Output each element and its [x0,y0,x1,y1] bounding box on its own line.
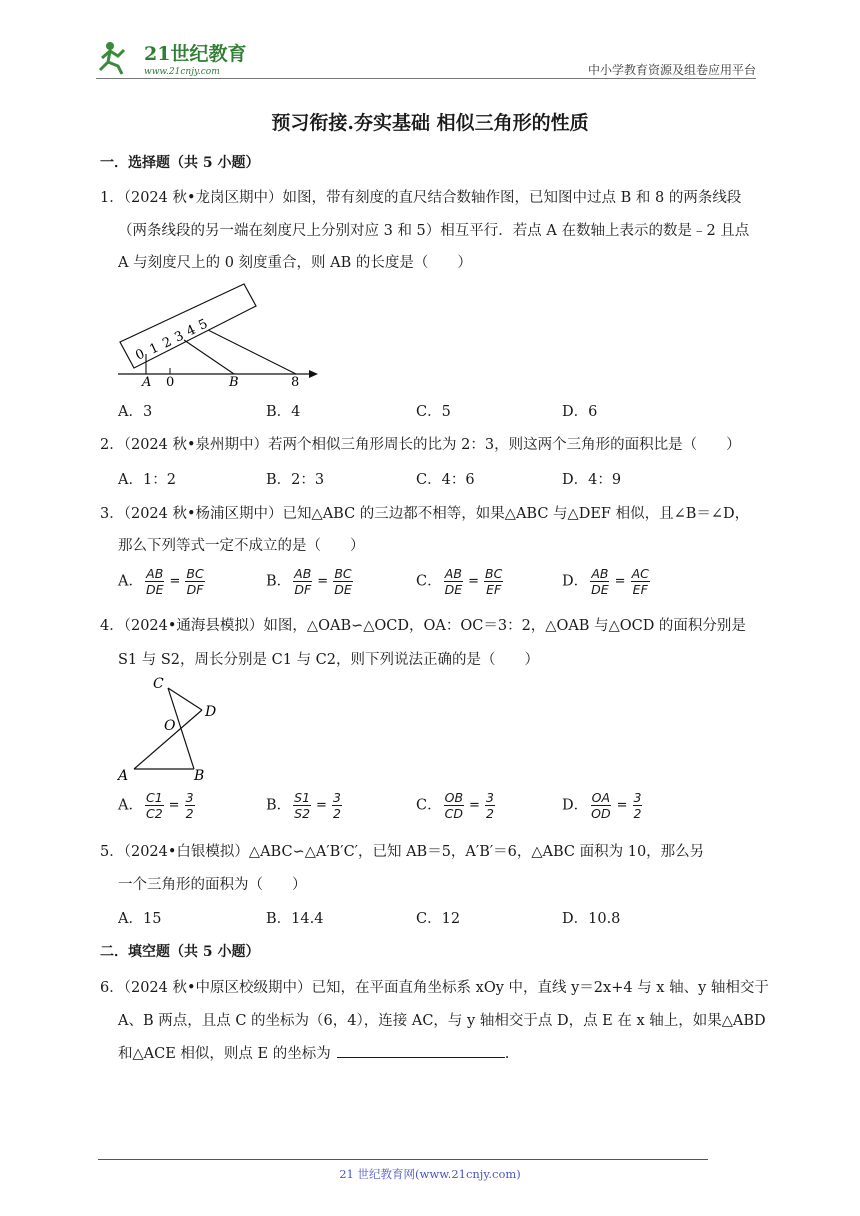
footer-divider [98,1159,708,1160]
q1-line-2: （两条线段的另一端在刻度尺上分别对应 3 和 5）相互平行．若点 A 在数轴上表示的数是﹣2 且点 [118,223,750,239]
segment-cd [168,688,202,710]
q6-line-2: A、B 两点，且点 C 的坐标为（6，4），连接 AC，与 y 轴相交于点 D，点 E 在 x 轴上，如果△ABD [118,1013,766,1029]
segment-8 [208,330,296,374]
q3-line-1: 3．（2024 秋•杨浦区期中）已知△ABC 的三边都不相等，如果△ABC 与△DEF 相似，且∠B＝∠D， [100,506,750,522]
site-logo [96,36,266,78]
label-o: O [164,718,176,734]
q5-line-1: 5．（2024•白银模拟）△ABC∽△A′B′C′，已知 AB＝5，A′B′＝6，△ABC 面积为 10，那么另 [100,844,705,860]
number-line-arrow [309,370,318,378]
q4-triangles-figure [114,672,224,784]
q1-option-d: D．6 [562,404,598,420]
logo-url: www.21cnjy.com [144,67,220,77]
platform-name: 中小学教育资源及组卷应用平台 [587,63,756,77]
ruler-tick-1: 1 [147,340,162,358]
q3-option-d: D． $\frac{AB}{DE}$ = $\frac{AC}{EF}$ [562,566,649,597]
q1-option-c: C．5 [416,404,451,420]
page-title: 预习衔接.夯实基础 相似三角形的性质 [271,112,589,134]
q5-line-2: 一个三角形的面积为（ ） [118,877,307,893]
label-a: A [118,768,129,784]
q6-line-1: 6．（2024 秋•中原区校级期中）已知，在平面直角坐标系 xOy 中，直线 y＝2x+4 与 x 轴、y 轴相交于 [100,980,769,996]
q1-ruler-figure [110,278,330,390]
q2-option-a: A．1：2 [118,472,176,488]
q1-line-1: 1．（2024 秋•龙岗区期中）如图，带有刻度的直尺结合数轴作图，已知图中过点 B 和 8 的两条线段 [100,190,742,206]
section-fill-heading: 二．填空题（共 5 小题） [100,944,260,960]
label-b: B [194,768,205,784]
label-a: A [142,375,152,390]
header-divider [96,78,756,79]
label-c: C [153,676,164,692]
footer-link[interactable]: 21 世纪教育网(www.21cnjy.com) [339,1167,521,1181]
q2-option-d: D．4：9 [562,472,622,488]
segment-b [184,340,234,374]
q2-line-1: 2．（2024 秋•泉州期中）若两个相似三角形周长的比为 2：3，则这两个三角形的面积比是（ ） [100,437,741,453]
q4-option-a: A． $\frac{C1}{C2}$ = $\frac{3}{2}$ [118,790,194,821]
section-choice-heading: 一．选择题（共 5 小题） [100,155,260,171]
q5-option-a: A．15 [118,911,162,927]
label-d: D [205,704,217,720]
ruler-tick-0: 0 [133,346,148,364]
q1-option-b: B．4 [266,404,301,420]
q5-option-d: D．10.8 [562,911,621,927]
q3-line-2: 那么下列等式一定不成立的是（ ） [118,538,365,554]
ruler-tick-2: 2 [160,334,175,352]
q6-answer-blank[interactable] [337,1043,505,1058]
q3-option-b: B． $\frac{AB}{DF}$ = $\frac{BC}{DE}$ [266,566,352,597]
q4-option-d: D． $\frac{OA}{OD}$ = $\frac{3}{2}$ [562,790,642,821]
label-zero: 0 [166,375,175,390]
q1-option-a: A．3 [118,404,153,420]
ruler-tick-4: 4 [184,322,199,340]
logo-title: 21世纪教育 [144,43,247,65]
q4-option-c: C． $\frac{OB}{CD}$ = $\frac{3}{2}$ [416,790,494,821]
q2-option-c: C．4：6 [416,472,475,488]
q3-option-a: A． $\frac{AB}{DE}$ = $\frac{BC}{DF}$ [118,566,204,597]
q6-line-3: 和△ACE 相似，则点 E 的坐标为 . [118,1042,509,1063]
q4-option-b: B． $\frac{S1}{S2}$ = $\frac{3}{2}$ [266,790,341,821]
q4-line-1: 4．（2024•通海县模拟）如图，△OAB∽△OCD，OA：OC＝3：2，△OAB 与△OCD 的面积分别是 [100,618,746,634]
label-eight: 8 [291,375,300,390]
label-b: B [229,375,239,390]
q5-option-b: B．14.4 [266,911,324,927]
q4-line-2: S1 与 S2，周长分别是 C1 与 C2，则下列说法正确的是（ ） [118,652,540,668]
q3-option-c: C． $\frac{AB}{DE}$ = $\frac{BC}{EF}$ [416,566,503,597]
ruler-tick-5: 5 [196,316,211,334]
q1-line-3: A 与刻度尺上的 0 刻度重合，则 AB 的长度是（ ） [118,255,472,271]
q5-option-c: C．12 [416,911,461,927]
q2-option-b: B．2：3 [266,472,325,488]
runner-logo-icon [100,42,124,74]
ruler-tick-3: 3 [172,328,187,346]
